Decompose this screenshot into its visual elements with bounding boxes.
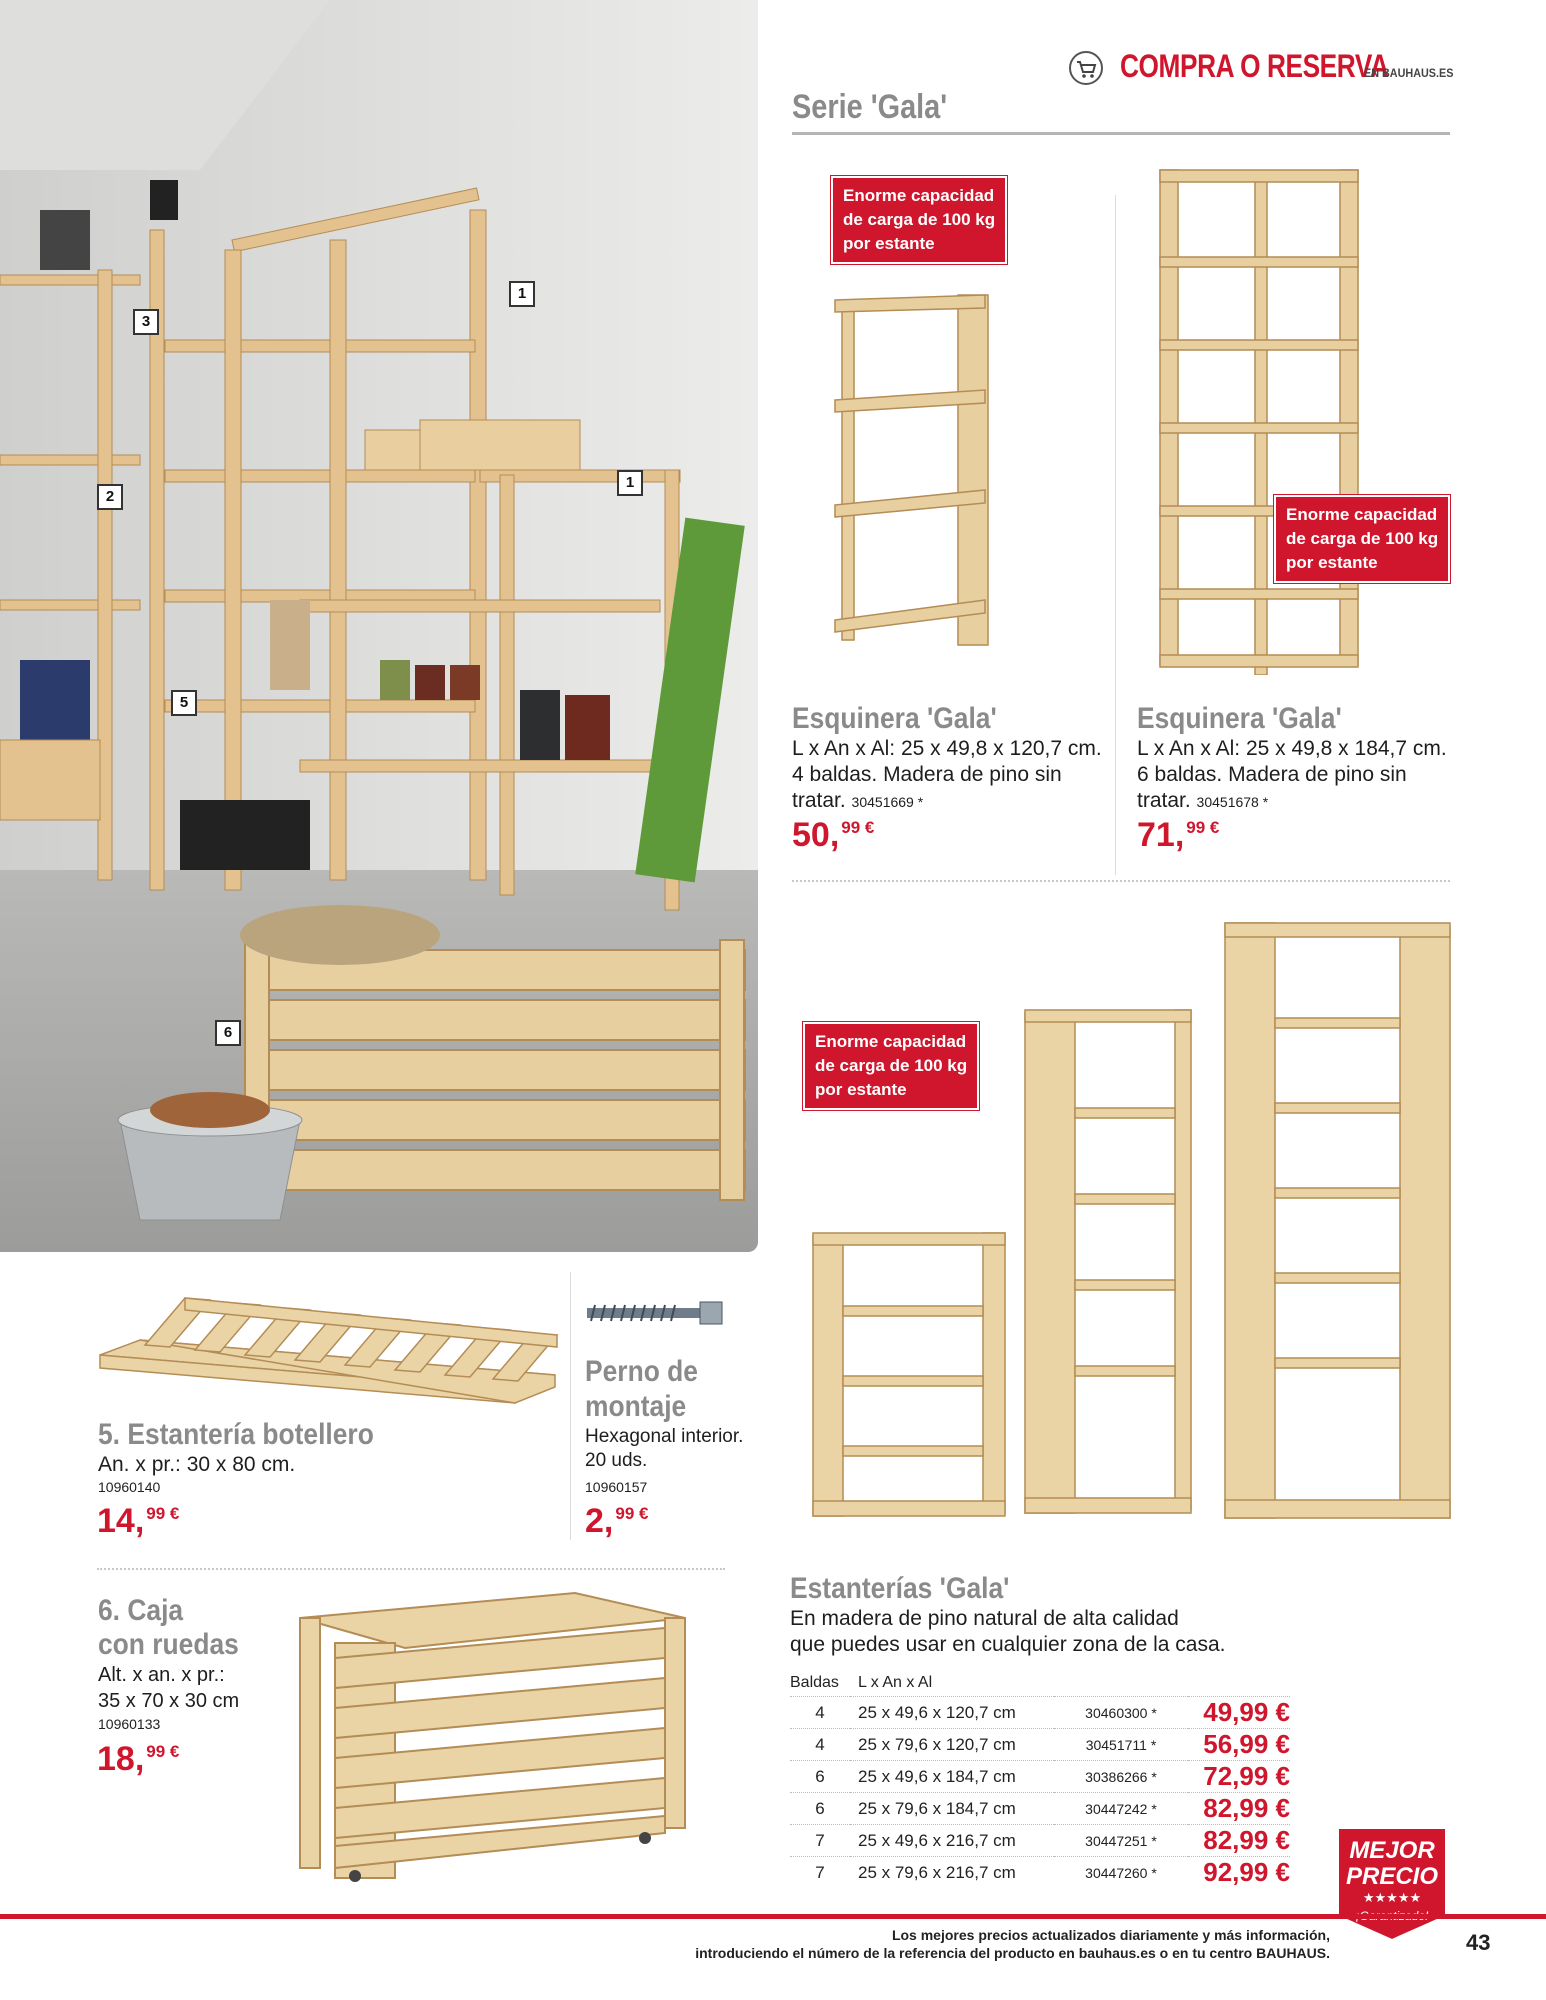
reference: 30460300 * bbox=[1054, 1697, 1188, 1729]
callout-3: 3 bbox=[133, 309, 159, 335]
column-divider bbox=[570, 1272, 571, 1540]
table-row bbox=[790, 1729, 1290, 1761]
desc-line: L x An x Al: 25 x 49,8 x 120,7 cm. bbox=[792, 737, 1102, 760]
shelves-count: 7 bbox=[790, 1825, 850, 1857]
column-header-price bbox=[1188, 1674, 1290, 1697]
badge-line: por estante bbox=[815, 1080, 907, 1099]
desc-line: Alt. x an. x pr.: bbox=[98, 1664, 225, 1686]
desc-line: tratar. bbox=[1137, 789, 1191, 812]
corner-shelf-small-description bbox=[792, 736, 1112, 815]
callout-2: 2 bbox=[97, 484, 123, 510]
price-integer: 18, bbox=[97, 1740, 145, 1778]
desc-line: que puedes usar en cualquier zona de la casa. bbox=[790, 1633, 1226, 1656]
pantry-scene-illustration bbox=[0, 0, 758, 1252]
mounting-bolt-title-line1: Perno de bbox=[585, 1355, 698, 1388]
section-divider bbox=[792, 880, 1450, 882]
badge-line: de carga de 100 kg bbox=[815, 1056, 968, 1075]
mounting-bolt-reference: 10960157 bbox=[585, 1479, 648, 1495]
corner-shelf-small-title: Esquinera 'Gala' bbox=[792, 702, 997, 735]
column-header-reference bbox=[1054, 1674, 1188, 1697]
price-integer: 14, bbox=[97, 1502, 145, 1540]
footer-divider bbox=[0, 1914, 1546, 1919]
dimensions: 25 x 49,6 x 184,7 cm bbox=[850, 1761, 1054, 1793]
desc-line: 35 x 70 x 30 cm bbox=[98, 1690, 240, 1712]
price: 49,99 € bbox=[1188, 1697, 1290, 1729]
section-divider bbox=[97, 1568, 725, 1570]
reference: 30447260 * bbox=[1054, 1857, 1188, 1889]
bottle-rack-title: 5. Estantería botellero bbox=[98, 1418, 374, 1451]
shelving-units-title: Estanterías 'Gala' bbox=[790, 1572, 1010, 1605]
price: 82,99 € bbox=[1188, 1825, 1290, 1857]
mounting-bolt-title-line2: montaje bbox=[585, 1390, 687, 1423]
reference: 30451711 * bbox=[1054, 1729, 1188, 1761]
desc-line: tratar. bbox=[792, 789, 846, 812]
price-integer: 2, bbox=[585, 1502, 614, 1540]
shelves-count: 4 bbox=[790, 1697, 850, 1729]
price-integer: 71, bbox=[1137, 816, 1185, 854]
bottle-rack-description: An. x pr.: 30 x 80 cm. bbox=[98, 1453, 296, 1476]
series-title: Serie 'Gala' bbox=[792, 88, 948, 126]
callout-5: 5 bbox=[171, 690, 197, 716]
price: 56,99 € bbox=[1188, 1729, 1290, 1761]
rating-stars: ★★★★★ bbox=[1362, 1891, 1422, 1906]
corner-shelf-tall-price bbox=[1137, 816, 1219, 855]
desc-line: 4 baldas. Madera de pino sin bbox=[792, 763, 1062, 786]
badge-line: Enorme capacidad bbox=[1286, 505, 1438, 524]
shopping-cart-icon bbox=[1068, 50, 1104, 86]
crate-title-line1: 6. Caja bbox=[98, 1594, 184, 1627]
dimensions: 25 x 49,6 x 216,7 cm bbox=[850, 1825, 1054, 1857]
mounting-bolt-image bbox=[585, 1298, 730, 1328]
load-capacity-badge-1 bbox=[831, 176, 1007, 264]
column-divider bbox=[1115, 195, 1116, 875]
pantry-photo bbox=[0, 0, 758, 1252]
price-decimal: 99 € bbox=[1186, 818, 1220, 837]
callout-1-middle: 1 bbox=[617, 470, 643, 496]
crate-reference: 10960133 bbox=[98, 1716, 161, 1732]
cta-main-text: COMPRA O RESERVA bbox=[1120, 48, 1389, 84]
badge-line: de carga de 100 kg bbox=[1286, 529, 1439, 548]
shelving-units-image bbox=[810, 918, 1460, 1523]
mounting-bolt-price bbox=[585, 1502, 648, 1541]
dimensions: 25 x 49,6 x 120,7 cm bbox=[850, 1697, 1054, 1729]
badge-line: de carga de 100 kg bbox=[843, 210, 996, 229]
series-divider bbox=[792, 132, 1450, 135]
reference: 30447251 * bbox=[1054, 1825, 1188, 1857]
shelves-count: 7 bbox=[790, 1857, 850, 1889]
best-price-guaranteed-badge bbox=[1334, 1824, 1450, 1944]
shelves-count: 6 bbox=[790, 1761, 850, 1793]
price-decimal: 99 € bbox=[615, 1504, 649, 1523]
price-integer: 50, bbox=[792, 816, 840, 854]
footer-note bbox=[560, 1926, 1330, 1962]
column-header-dimensions: L x An x Al bbox=[858, 1674, 933, 1691]
price-decimal: 99 € bbox=[146, 1504, 180, 1523]
price: 72,99 € bbox=[1188, 1761, 1290, 1793]
product-reference: 30451669 * bbox=[851, 794, 924, 810]
corner-shelf-small-image bbox=[830, 290, 1010, 650]
badge-line: Enorme capacidad bbox=[815, 1032, 967, 1051]
badge-line: Enorme capacidad bbox=[843, 186, 995, 205]
bottle-rack-reference: 10960140 bbox=[98, 1479, 161, 1495]
corner-shelf-tall-description bbox=[1137, 736, 1457, 815]
shelving-price-table bbox=[790, 1674, 1290, 1888]
compra-o-reserva-banner[interactable] bbox=[1068, 48, 1454, 88]
price: 82,99 € bbox=[1188, 1793, 1290, 1825]
page-number: 43 bbox=[1466, 1930, 1491, 1955]
desc-line: 6 baldas. Madera de pino sin bbox=[1137, 763, 1407, 786]
load-capacity-badge-2 bbox=[1274, 495, 1450, 583]
dimensions: 25 x 79,6 x 216,7 cm bbox=[850, 1857, 1054, 1889]
badge-line: por estante bbox=[843, 234, 935, 253]
mounting-bolt-description bbox=[585, 1425, 743, 1473]
desc-line: En madera de pino natural de alta calidad bbox=[790, 1607, 1179, 1630]
shelves-count: 4 bbox=[790, 1729, 850, 1761]
corner-shelf-tall-image bbox=[1155, 165, 1365, 675]
cta-website-text: EN BAUHAUS.ES bbox=[1364, 66, 1454, 80]
footer-line: introduciendo el número de la referencia del producto en bauhaus.es o en tu centro BAUHAUS. bbox=[695, 1945, 1330, 1961]
dimensions: 25 x 79,6 x 120,7 cm bbox=[850, 1729, 1054, 1761]
desc-line: Hexagonal interior. bbox=[585, 1426, 744, 1447]
reference: 30447242 * bbox=[1054, 1793, 1188, 1825]
crate-description bbox=[98, 1662, 239, 1714]
callout-6: 6 bbox=[215, 1020, 241, 1046]
best-price-line2: PRECIO bbox=[1345, 1863, 1439, 1890]
price: 92,99 € bbox=[1188, 1857, 1290, 1889]
badge-line: por estante bbox=[1286, 553, 1378, 572]
corner-shelf-tall-title: Esquinera 'Gala' bbox=[1137, 702, 1342, 735]
price-decimal: 99 € bbox=[841, 818, 875, 837]
price-decimal: 99 € bbox=[146, 1742, 180, 1761]
table-row bbox=[790, 1761, 1290, 1793]
crate-price bbox=[97, 1740, 179, 1779]
corner-shelf-small-price bbox=[792, 816, 874, 855]
product-reference: 30451678 * bbox=[1196, 794, 1269, 810]
footer-line: Los mejores precios actualizados diariamente y más información, bbox=[891, 1927, 1330, 1943]
table-header-row bbox=[790, 1674, 1290, 1697]
desc-line: 20 uds. bbox=[585, 1450, 648, 1471]
shelves-count: 6 bbox=[790, 1793, 850, 1825]
bottle-rack-image bbox=[95, 1295, 560, 1435]
column-header-shelves: Baldas bbox=[790, 1674, 839, 1691]
shelving-units-description bbox=[790, 1606, 1390, 1658]
crate-with-wheels-image bbox=[295, 1588, 690, 1883]
table-row bbox=[790, 1793, 1290, 1825]
desc-line: L x An x Al: 25 x 49,8 x 184,7 cm. bbox=[1137, 737, 1447, 760]
table-row bbox=[790, 1857, 1290, 1889]
dimensions: 25 x 79,6 x 184,7 cm bbox=[850, 1793, 1054, 1825]
crate-title-line2: con ruedas bbox=[98, 1628, 239, 1661]
reference: 30386266 * bbox=[1054, 1761, 1188, 1793]
bottle-rack-price bbox=[97, 1502, 179, 1541]
table-row bbox=[790, 1697, 1290, 1729]
best-price-line1: MEJOR bbox=[1349, 1837, 1435, 1864]
callout-1-top: 1 bbox=[509, 281, 535, 307]
table-row bbox=[790, 1825, 1290, 1857]
